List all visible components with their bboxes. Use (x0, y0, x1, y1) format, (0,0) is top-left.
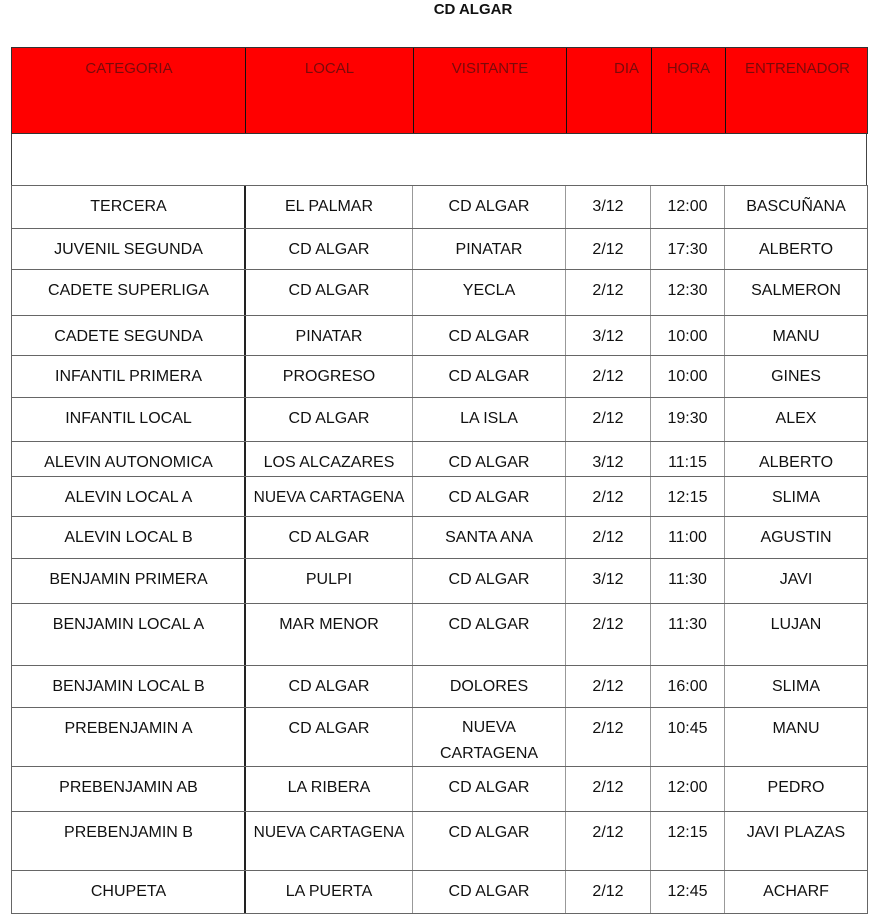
cell-categoria: BENJAMIN PRIMERA (11, 559, 245, 603)
cell-hora: 11:15 (650, 442, 724, 476)
cell-entrenador: MANU (724, 316, 868, 355)
cell-entrenador: PEDRO (724, 767, 868, 811)
cell-visitante: CD ALGAR (412, 442, 565, 476)
table-row (11, 270, 868, 316)
cell-entrenador: ALEX (724, 398, 868, 441)
cell-local: CD ALGAR (244, 517, 412, 558)
table-row (11, 812, 868, 871)
cell-entrenador: GINES (724, 356, 868, 397)
cell-local: MAR MENOR (244, 604, 412, 665)
cell-entrenador: AGUSTIN (724, 517, 868, 558)
cell-visitante: NUEVA CARTAGENA (412, 708, 565, 766)
cell-dia: 2/12 (565, 517, 650, 558)
cell-dia: 2/12 (565, 666, 650, 707)
cell-entrenador: LUJAN (724, 604, 868, 665)
table-body (11, 185, 868, 914)
cell-categoria: CHUPETA (11, 871, 245, 913)
cell-dia: 2/12 (565, 398, 650, 441)
cell-dia: 3/12 (565, 316, 650, 355)
cell-hora: 11:00 (650, 517, 724, 558)
cell-hora: 11:30 (650, 559, 724, 603)
cell-categoria: BENJAMIN LOCAL B (11, 666, 245, 707)
cell-local: CD ALGAR (244, 398, 412, 441)
cell-visitante: YECLA (412, 270, 565, 315)
header-categoria: CATEGORIA (85, 60, 173, 77)
table-row (11, 316, 868, 356)
cell-hora: 16:00 (650, 666, 724, 707)
cell-visitante: CD ALGAR (412, 812, 565, 870)
cell-visitante: SANTA ANA (412, 517, 565, 558)
cell-dia: 2/12 (565, 229, 650, 269)
cell-visitante: CD ALGAR (412, 356, 565, 397)
table-row (11, 398, 868, 442)
cell-local: PINATAR (244, 316, 412, 355)
table-row (11, 871, 868, 914)
cell-dia: 2/12 (565, 812, 650, 870)
cell-dia: 2/12 (565, 604, 650, 665)
cell-local: CD ALGAR (244, 229, 412, 269)
cell-hora: 12:00 (650, 767, 724, 811)
header-hora: HORA (651, 48, 725, 133)
cell-categoria: TERCERA (11, 186, 245, 228)
cell-local: CD ALGAR (244, 270, 412, 315)
cell-hora: 12:45 (650, 871, 724, 913)
cell-hora: 12:00 (650, 186, 724, 228)
cell-visitante: PINATAR (412, 229, 565, 269)
cell-dia: 2/12 (565, 270, 650, 315)
cell-dia: 3/12 (565, 442, 650, 476)
cell-entrenador: ALBERTO (724, 442, 868, 476)
cell-hora: 10:00 (650, 316, 724, 355)
cell-entrenador: MANU (724, 708, 868, 766)
cell-categoria: INFANTIL LOCAL (11, 398, 245, 441)
header-local: LOCAL (245, 48, 413, 133)
table-row (11, 767, 868, 812)
cell-hora: 12:15 (650, 812, 724, 870)
cell-entrenador: SALMERON (724, 270, 868, 315)
cell-local: LOS ALCAZARES (244, 442, 412, 476)
cell-local: NUEVA CARTAGENA (244, 477, 412, 516)
cell-categoria: INFANTIL PRIMERA (11, 356, 245, 397)
cell-categoria: PREBENJAMIN B (11, 812, 245, 870)
table-row (11, 559, 868, 604)
cell-local: CD ALGAR (244, 708, 412, 766)
cell-dia: 2/12 (565, 708, 650, 766)
cell-categoria: PREBENJAMIN A (11, 708, 245, 766)
cell-categoria: CADETE SUPERLIGA (11, 270, 245, 315)
cell-hora: 12:15 (650, 477, 724, 516)
cell-entrenador: JAVI (724, 559, 868, 603)
cell-entrenador: SLIMA (724, 666, 868, 707)
cell-entrenador: BASCUÑANA (724, 186, 868, 228)
cell-categoria: BENJAMIN LOCAL A (11, 604, 245, 665)
cell-hora: 19:30 (650, 398, 724, 441)
cell-categoria: ALEVIN AUTONOMICA (11, 442, 245, 476)
cell-visitante: CD ALGAR (412, 477, 565, 516)
cell-local: PULPI (244, 559, 412, 603)
cell-dia: 3/12 (565, 186, 650, 228)
cell-entrenador: ACHARF (724, 871, 868, 913)
cell-hora: 11:30 (650, 604, 724, 665)
cell-dia: 2/12 (565, 356, 650, 397)
table-row (11, 442, 868, 477)
cell-hora: 12:30 (650, 270, 724, 315)
cell-local: LA RIBERA (244, 767, 412, 811)
cell-categoria: ALEVIN LOCAL B (11, 517, 245, 558)
cell-categoria: PREBENJAMIN AB (11, 767, 245, 811)
cell-dia: 2/12 (565, 477, 650, 516)
table-row (11, 356, 868, 398)
cell-entrenador: SLIMA (724, 477, 868, 516)
cell-visitante: CD ALGAR (412, 186, 565, 228)
cell-visitante: DOLORES (412, 666, 565, 707)
cell-entrenador: ALBERTO (724, 229, 868, 269)
cell-local: PROGRESO (244, 356, 412, 397)
cell-hora: 17:30 (650, 229, 724, 269)
cell-categoria: ALEVIN LOCAL A (11, 477, 245, 516)
table-row (11, 477, 868, 517)
cell-categoria: CADETE SEGUNDA (11, 316, 245, 355)
cell-local: EL PALMAR (244, 186, 412, 228)
header-entrenador: ENTRENADOR (725, 48, 869, 133)
table-row (11, 229, 868, 270)
cell-dia: 2/12 (565, 871, 650, 913)
cell-local: NUEVA CARTAGENA (244, 812, 412, 870)
cell-hora: 10:00 (650, 356, 724, 397)
table-row (11, 666, 868, 708)
cell-local: LA PUERTA (244, 871, 412, 913)
table-header (11, 47, 868, 134)
cell-visitante: CD ALGAR (412, 871, 565, 913)
cell-visitante: CD ALGAR (412, 604, 565, 665)
cell-entrenador: JAVI PLAZAS (724, 812, 868, 870)
cell-categoria: JUVENIL SEGUNDA (11, 229, 245, 269)
cell-visitante: CD ALGAR (412, 316, 565, 355)
table-row (11, 517, 868, 559)
cell-local: CD ALGAR (244, 666, 412, 707)
cell-visitante: CD ALGAR (412, 559, 565, 603)
header-dia: DIA (566, 48, 651, 133)
header-visitante: VISITANTE (413, 48, 566, 133)
cell-visitante: LA ISLA (412, 398, 565, 441)
page-title: CD ALGAR (433, 1, 513, 18)
cell-visitante: CD ALGAR (412, 767, 565, 811)
cell-hora: 10:45 (650, 708, 724, 766)
cell-dia: 2/12 (565, 767, 650, 811)
empty-row (11, 134, 867, 186)
table-row (11, 185, 868, 229)
cell-dia: 3/12 (565, 559, 650, 603)
table-row (11, 708, 868, 767)
table-row (11, 604, 868, 666)
